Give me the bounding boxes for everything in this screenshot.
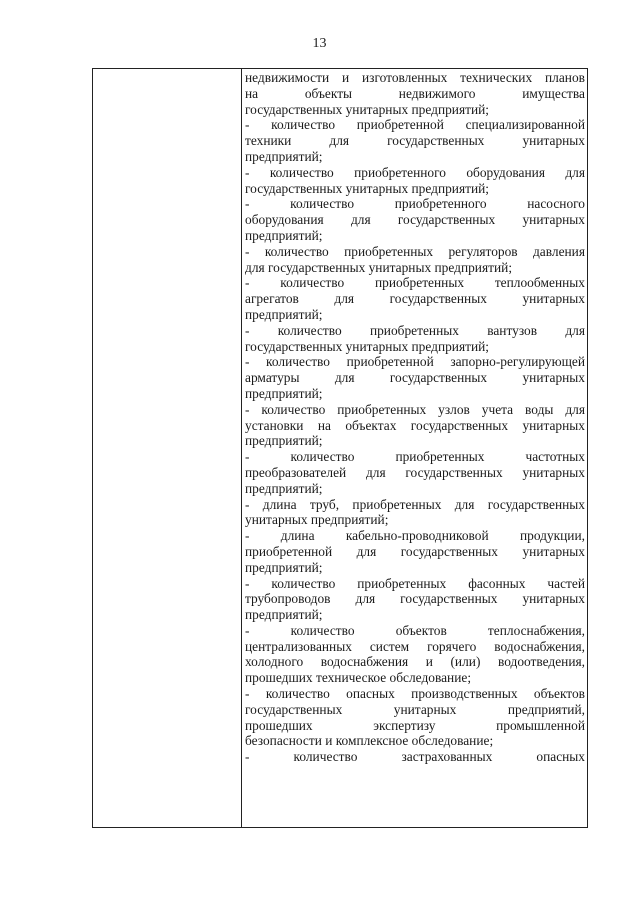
text-line: предприятий;	[245, 480, 323, 496]
text-line: предприятий;	[245, 306, 323, 322]
text-line: - длина кабельно-проводниковой продукции,	[245, 528, 585, 544]
text-line: предприятий;	[245, 385, 323, 401]
text-line: холодного водоснабжения и (или) водоотведения,	[245, 654, 585, 670]
table-right-cell	[242, 69, 587, 827]
text-line: - количество объектов теплоснабжения,	[245, 622, 585, 638]
text-line: на объекты недвижимого имущества	[245, 85, 585, 101]
text-line: арматуры для государственных унитарных	[245, 370, 585, 386]
text-line: недвижимости и изготовленных технических планов	[245, 70, 585, 85]
table-left-cell	[93, 69, 242, 827]
text-line: - количество опасных производственных объектов	[245, 686, 585, 702]
text-line: государственных унитарных предприятий,	[245, 701, 585, 717]
text-line: предприятий;	[245, 607, 323, 623]
text-line: - количество приобретенных фасонных частей	[245, 575, 585, 591]
text-line: - количество застрахованных опасных	[245, 749, 585, 765]
text-line: предприятий;	[245, 433, 323, 449]
text-line: - количество приобретенных вантузов для	[245, 322, 585, 338]
text-line: государственных унитарных предприятий;	[245, 338, 490, 354]
text-line: приобретенной для государственных унитарных	[245, 543, 585, 559]
text-line: трубопроводов для государственных унитарных	[245, 591, 585, 607]
text-line: - количество приобретенной специализированной	[245, 117, 585, 133]
text-line: прошедших техническое обследование;	[245, 670, 472, 686]
text-line: установки на объектах государственных унитарных	[245, 417, 585, 433]
text-line: техники для государственных унитарных	[245, 133, 585, 149]
text-line: государственных унитарных предприятий;	[245, 180, 490, 196]
text-line: оборудования для государственных унитарных	[245, 212, 585, 228]
text-line: прошедших экспертизу промышленной	[245, 717, 585, 733]
text-line: безопасности и комплексное обследование;	[245, 733, 494, 749]
page-number: 13	[312, 36, 327, 51]
text-line: централизованных систем горячего водоснабжения,	[245, 638, 585, 654]
text-line: преобразователей для государственных унитарных	[245, 464, 585, 480]
text-line: - количество приобретенных частотных	[245, 449, 585, 465]
text-line: - количество приобретенной запорно-регулирующей	[245, 354, 585, 370]
document-table	[92, 68, 588, 828]
text-line: предприятий;	[245, 227, 323, 243]
text-line: предприятий;	[245, 148, 323, 164]
text-line: для государственных унитарных предприятий;	[245, 259, 513, 275]
text-line: - количество приобретенного насосного	[245, 196, 585, 212]
text-line: - количество приобретенных теплообменных	[245, 275, 585, 291]
text-line: унитарных предприятий;	[245, 512, 389, 528]
text-line: агрегатов для государственных унитарных	[245, 291, 585, 307]
text-line: предприятий;	[245, 559, 323, 575]
text-line: - количество приобретенных узлов учета воды для	[245, 401, 585, 417]
text-line: государственных унитарных предприятий;	[245, 101, 490, 117]
text-line: - длина труб, приобретенных для государственных	[245, 496, 585, 512]
text-line: - количество приобретенного оборудования для	[245, 164, 585, 180]
text-line: - количество приобретенных регуляторов давления	[245, 243, 585, 259]
